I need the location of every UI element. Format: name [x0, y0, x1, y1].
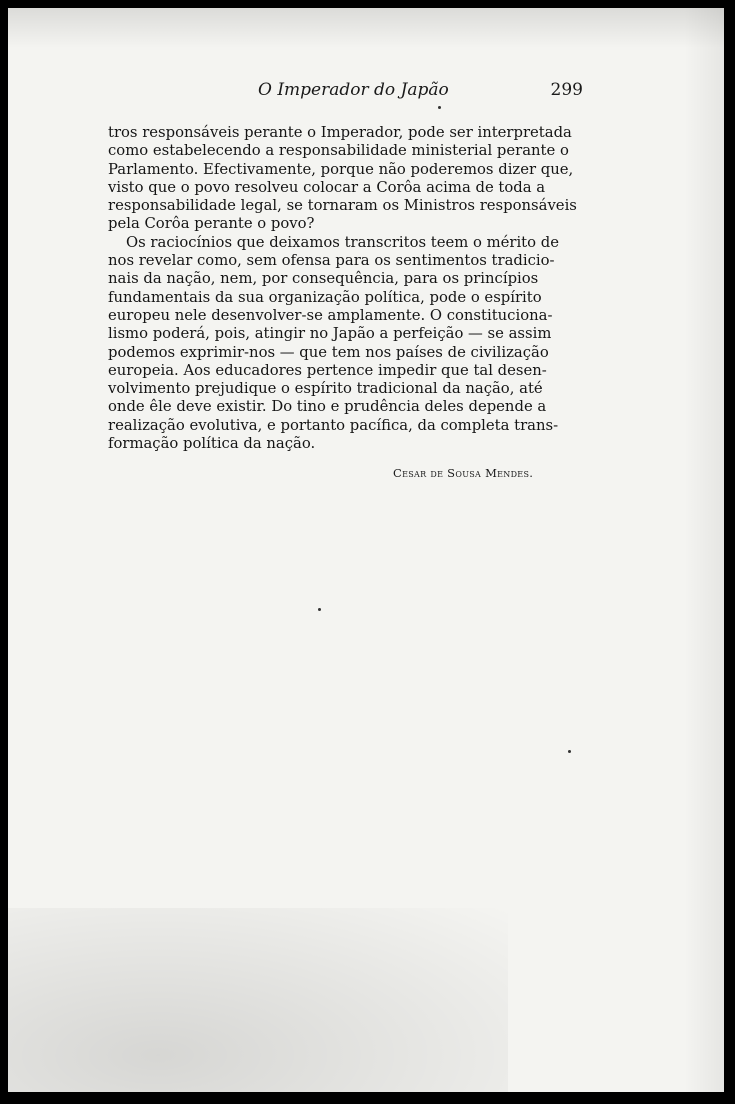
- body-text: [108, 124, 584, 453]
- scan-speck: [318, 608, 321, 611]
- scan-shading-right: [684, 8, 724, 1092]
- scan-speck: [568, 750, 571, 753]
- page-number: 299: [550, 80, 583, 100]
- running-title: O Imperador do Japão: [258, 80, 449, 100]
- page-header: [108, 80, 593, 106]
- scan-speck: [438, 106, 441, 109]
- scan-shading-bottom: [8, 908, 508, 1092]
- scan-shading-top: [8, 8, 724, 48]
- document-page: [8, 8, 724, 1092]
- paragraph-continuation: tros responsáveis perante o Imperador, pode ser interpretada como estabelecendo a responsabilidade ministerial perante o Parlamento. Efectivamente, porque não poderemos dizer que, visto que o povo resolveu colocar a Corôa acima de toda a responsabilidade legal, se tornaram os Ministros responsáveis pela Corôa perante o povo?: [108, 124, 577, 233]
- author-signature: Cesar de Sousa Mendes.: [393, 466, 534, 480]
- paragraph-main: Os raciocínios que deixamos transcritos teem o mérito de nos revelar como, sem ofensa para os sentimentos tradicio- nais da nação, nem, por consequência, para os princípios fundamentais da sua organização política, pode o espírito europeu nele desenvolver-se amplamente. O constituciona- lismo poderá, pois, atingir no Japão a perfeição — se assim podemos exprimir-nos — que tem nos países de civilização europeia. Aos educadores pertence impedir que tal desen- volvimento prejudique o espírito tradicional da nação, até onde êle deve existir. Do tino e prudência deles depende a realização evolutiva, e portanto pacífica, da completa trans- formação política da nação.: [108, 233, 559, 453]
